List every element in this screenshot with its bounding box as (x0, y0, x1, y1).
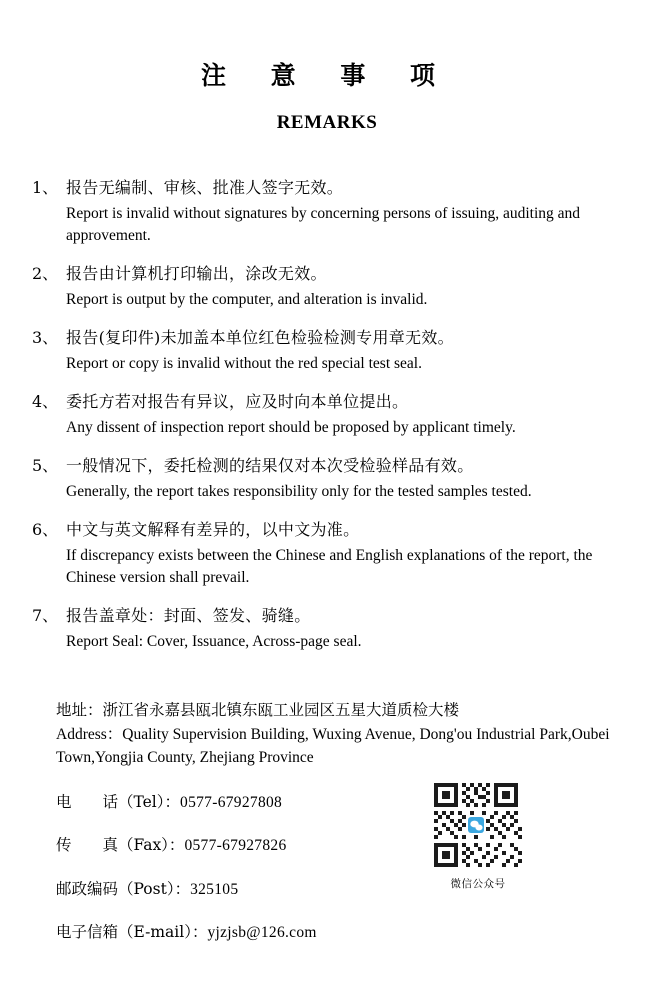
telephone-value: 0577-67927808 (180, 794, 283, 812)
item-number: 6、 (32, 520, 59, 539)
email-value: yjzjsb@126.com (207, 923, 317, 941)
item-body (66, 518, 622, 589)
item-body (66, 454, 622, 503)
item-text-english: If discrepancy exists between the Chinese and English explanations of the report, the Chinese version shall prevail. (66, 547, 593, 586)
fax-value: 0577-67927826 (184, 837, 287, 855)
address-chinese: 地址：浙江省永嘉县瓯北镇东瓯工业园区五星大道质检大楼 (56, 701, 460, 719)
item-text-chinese: 报告无编制、审核、批准人签字无效。 (66, 178, 344, 197)
list-item (32, 604, 622, 653)
item-text-chinese: 报告由计算机打印输出，涂改无效。 (66, 264, 327, 283)
telephone-label: 电 话（Tel）： (56, 793, 181, 812)
item-body (66, 390, 622, 439)
item-text-chinese: 委托方若对报告有异议，应及时向本单位提出。 (66, 392, 409, 411)
contact-block (56, 699, 622, 944)
item-text-chinese: 中文与英文解释有差异的，以中文为准。 (66, 520, 360, 539)
postcode-label: 邮政编码（Post）： (56, 879, 191, 898)
address-english: Address：Quality Supervision Building, Wuxing Avenue, Dong'ou Industrial Park,Oubei Town,Yongjia County, Zhejiang Province (56, 726, 610, 766)
item-number: 2、 (32, 264, 59, 283)
item-text-english: Report Seal: Cover, Issuance, Across-page seal. (66, 633, 362, 650)
remarks-list (32, 176, 622, 653)
fax-row (56, 834, 456, 857)
item-text-chinese: 报告盖章处：封面、签发、骑缝。 (66, 606, 311, 625)
list-item (32, 454, 622, 503)
item-text-english: Generally, the report takes responsibility only for the tested samples tested. (66, 483, 532, 500)
item-number: 3、 (32, 328, 59, 347)
item-text-english: Any dissent of inspection report should be proposed by applicant timely. (66, 419, 516, 436)
email-label: 电子信箱（E-mail）： (56, 922, 208, 941)
wechat-qr-block (430, 779, 526, 891)
item-text-chinese: 报告(复印件)未加盖本单位红色检验检测专用章无效。 (66, 328, 454, 347)
qr-caption: 微信公众号 (450, 878, 506, 890)
qr-code-icon (430, 779, 522, 871)
fax-label: 传 真（Fax）： (56, 836, 185, 855)
item-text-chinese: 一般情况下，委托检测的结果仅对本次受检验样品有效。 (66, 456, 474, 475)
list-item (32, 176, 622, 247)
item-text-english: Report or copy is invalid without the red special test seal. (66, 355, 422, 372)
contact-rows (56, 791, 456, 944)
list-item (32, 262, 622, 311)
item-number: 1、 (32, 178, 59, 197)
page-title-chinese: 注 意 事 项 (200, 61, 454, 90)
postcode-value: 325105 (190, 880, 239, 898)
item-body (66, 604, 622, 653)
item-body (66, 176, 622, 247)
item-body (66, 262, 622, 311)
item-number: 4、 (32, 392, 59, 411)
item-number: 5、 (32, 456, 59, 475)
item-number: 7、 (32, 606, 59, 625)
list-item (32, 518, 622, 589)
email-row (56, 921, 456, 944)
item-text-english: Report is invalid without signatures by concerning persons of issuing, auditing and approvement. (66, 205, 581, 244)
postcode-row (56, 878, 456, 901)
item-body (66, 326, 622, 375)
item-text-english: Report is output by the computer, and alteration is invalid. (66, 291, 428, 308)
list-item (32, 326, 622, 375)
telephone-row (56, 791, 456, 814)
page-title-english: REMARKS (276, 112, 378, 133)
list-item (32, 390, 622, 439)
